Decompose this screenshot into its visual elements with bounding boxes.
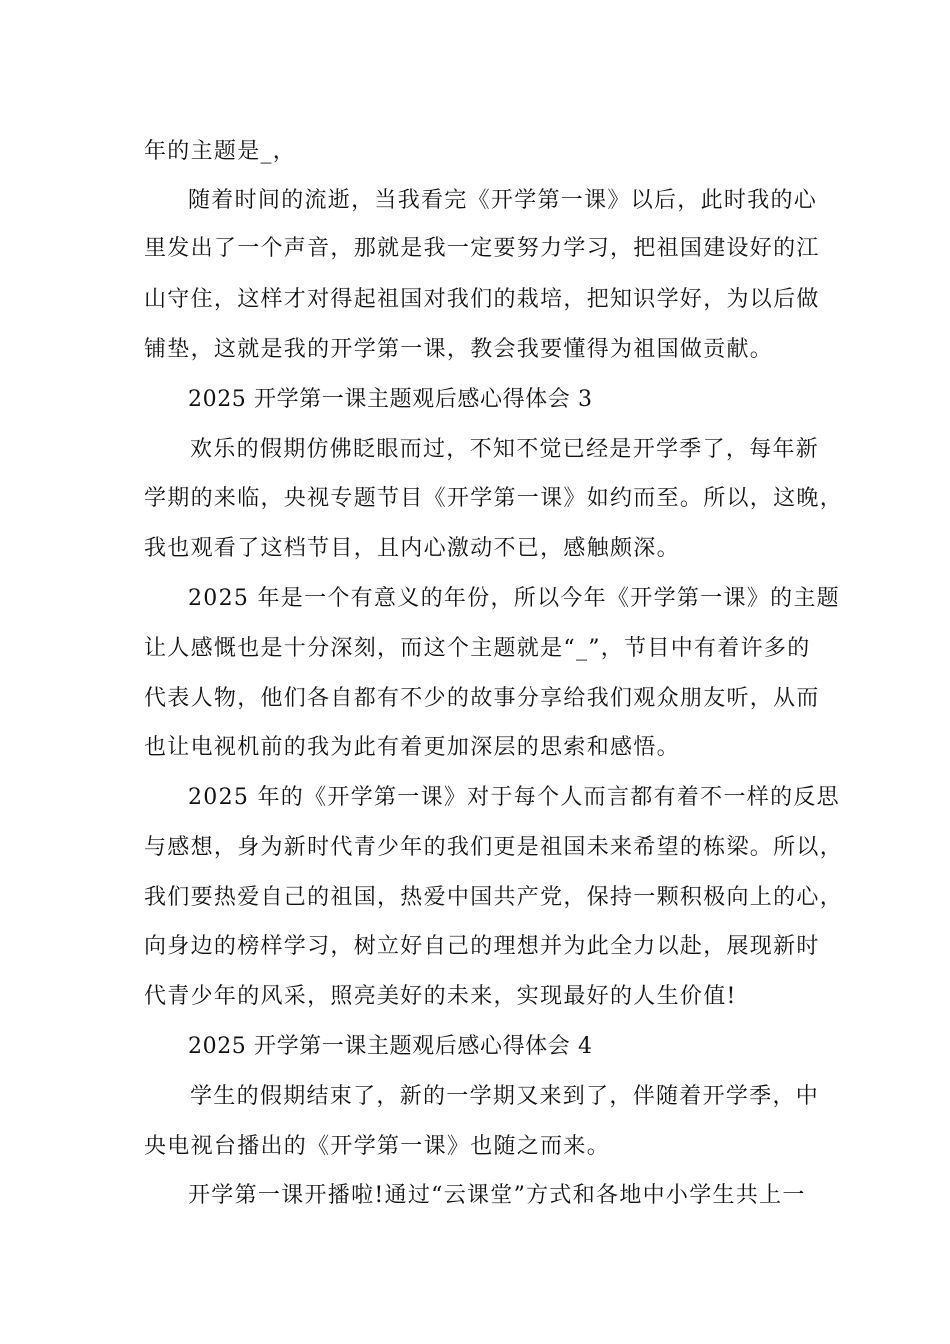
paragraph-start: 欢乐的假期仿佛眨眼而过，不知不觉已经是开学季了，每年新 (190, 437, 820, 462)
text-line: 也让电视机前的我为此有着更加深层的思索和感悟。 (144, 735, 680, 760)
paragraph-start: 随着时间的流逝，当我看完《开学第一课》以后，此时我的心 (188, 188, 818, 213)
section-heading-4: 2025 开学第一课主题观后感心得体会 4 (188, 1034, 593, 1059)
section-heading-3: 2025 开学第一课主题观后感心得体会 3 (188, 387, 593, 412)
text-line: 向身边的榜样学习，树立好自己的理想并为此全力以赴，展现新时 (144, 934, 820, 959)
paragraph-start: 开学第一课开播啦!通过“云课堂”方式和各地中小学生共上一 (188, 1183, 806, 1208)
text-line: 山守住，这样才对得起祖国对我们的栽培，把知识学好，为以后做 (144, 287, 820, 312)
text-line: 代青少年的风采，照亮美好的未来，实现最好的人生价值! (144, 984, 737, 1009)
text-line: 代表人物，他们各自都有不少的故事分享给我们观众朋友听，从而 (144, 686, 820, 711)
text-line: 里发出了一个声音，那就是我一定要努力学习，把祖国建设好的江 (144, 236, 820, 261)
text-line: 与感想，身为新时代青少年的我们更是祖国未来希望的栋梁。所以， (144, 835, 844, 860)
paragraph-start: 2025 年是一个有意义的年份，所以今年《开学第一课》的主题 (188, 586, 840, 611)
text-line: 我也观看了这档节目，且内心激动不已，感触颇深。 (144, 536, 680, 561)
text-line: 让人感慨也是十分深刻，而这个主题就是“_”，节目中有着许多的 (144, 636, 811, 661)
text-line: 学期的来临，央视专题节目《开学第一课》如约而至。所以，这晚， (144, 486, 844, 511)
text-line: 铺垫，这就是我的开学第一课，教会我要懂得为祖国做贡献。 (144, 337, 774, 362)
paragraph-start: 学生的假期结束了，新的一学期又来到了，伴随着开学季，中 (190, 1084, 820, 1109)
text-line: 我们要热爱自己的祖国，热爱中国共产党，保持一颗积极向上的心， (144, 885, 844, 910)
paragraph-start: 2025 年的《开学第一课》对于每个人而言都有着不一样的反思 (188, 785, 840, 810)
text-line: 央电视台播出的《开学第一课》也随之而来。 (144, 1134, 611, 1159)
text-line: 年的主题是_， (144, 139, 297, 164)
